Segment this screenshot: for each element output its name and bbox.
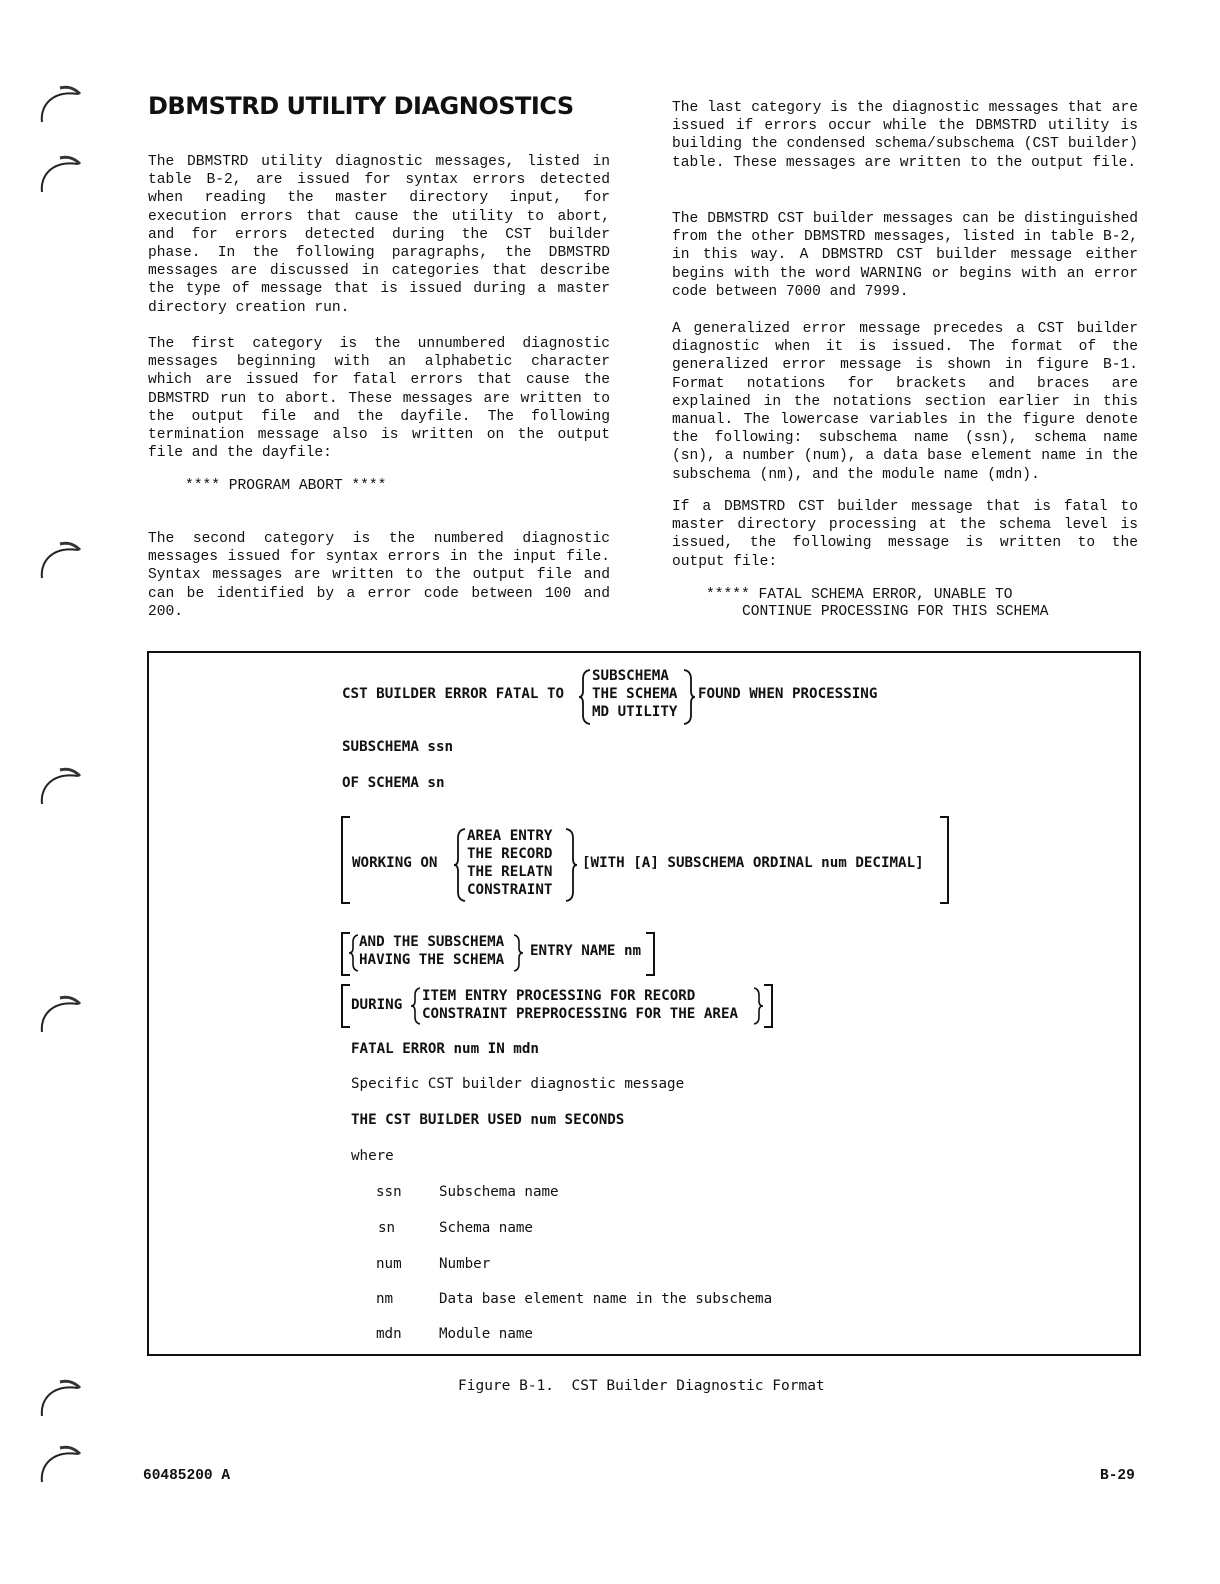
seconds-used-line: THE CST BUILDER USED num SECONDS — [351, 1112, 625, 1128]
definition-term: sn — [378, 1220, 396, 1236]
found-when-processing: FOUND WHEN PROCESSING — [698, 686, 878, 702]
document-number: 60485200 A — [143, 1468, 231, 1484]
program-abort-message: **** PROGRAM ABORT **** — [185, 478, 387, 494]
left-paragraph-3: The second category is the numbered diagnostic messages issued for syntax errors in the input file. Syntax messages are written to the output file and can be identified by a error code between 100 and 200. — [148, 531, 610, 620]
punch-hole-mark — [38, 764, 84, 810]
fatal-to-option-3: MD UTILITY — [592, 704, 678, 720]
during-option-2: CONSTRAINT PREPROCESSING FOR THE AREA — [422, 1006, 739, 1022]
left-brace — [410, 987, 422, 1025]
punch-hole-mark — [38, 538, 84, 584]
working-option-4: CONSTRAINT — [467, 882, 553, 898]
left-brace — [453, 828, 467, 902]
definition-term: mdn — [376, 1326, 402, 1342]
right-paragraph-3: A generalized error message precedes a CST builder diagnostic when it is issued. The format of the generalized error message is shown in figure B-1. Format notations for brackets and braces are explained in the notations section earlier in this manual. The lowercase variables in the figure denote the following: subschema name (ssn), schema name (sn), a number (num), a data base element name in the subschema (nm), and the module name (mdn). — [672, 321, 1138, 483]
definition-term: num — [376, 1256, 402, 1272]
left-paragraph-1: The DBMSTRD utility diagnostic messages, listed in table B-2, are issued for syntax errors detected when reading the master directory input, for execution errors that cause the utility to abort, and for errors detected during the CST builder phase. In the following paragraphs, the DBMSTRD messages are discussed in categories that describe the type of message that is issued during a master directory creation run. — [148, 154, 610, 316]
right-bracket — [644, 932, 656, 976]
working-on-label: WORKING ON — [352, 855, 438, 871]
entry-name-nm: ENTRY NAME nm — [530, 943, 642, 959]
punch-hole-mark — [38, 992, 84, 1038]
and-option-2: HAVING THE SCHEMA — [359, 952, 505, 968]
with-ordinal-clause: [WITH [A] SUBSCHEMA ORDINAL num DECIMAL] — [582, 855, 924, 871]
right-brace — [564, 828, 578, 902]
during-option-1: ITEM ENTRY PROCESSING FOR RECORD — [422, 988, 696, 1004]
and-option-1: AND THE SUBSCHEMA — [359, 934, 505, 950]
page-number: B-29 — [1100, 1468, 1135, 1484]
during-label: DURING — [351, 997, 403, 1013]
specific-diagnostic-line: Specific CST builder diagnostic message — [351, 1076, 685, 1092]
subschema-line: SUBSCHEMA ssn — [342, 739, 454, 755]
definition-term: ssn — [376, 1184, 402, 1200]
left-brace — [578, 669, 592, 725]
right-brace — [682, 669, 696, 725]
left-bracket — [340, 816, 352, 904]
where-label: where — [351, 1148, 394, 1164]
definition-term: nm — [376, 1291, 394, 1307]
working-option-2: THE RECORD — [467, 846, 553, 862]
definition-desc: Module name — [439, 1326, 533, 1342]
right-bracket — [762, 984, 774, 1028]
right-paragraph-2: The DBMSTRD CST builder messages can be distinguished from the other DBMSTRD messages, listed in table B-2, in this way. A DBMSTRD CST builder message either begins with the word WARNING or begins with an error code between 7000 and 7999. — [672, 211, 1138, 300]
fatal-schema-message-line-1: ***** FATAL SCHEMA ERROR, UNABLE TO — [706, 587, 1013, 603]
working-option-3: THE RELATN — [467, 864, 553, 880]
fatal-to-option-2: THE SCHEMA — [592, 686, 678, 702]
fatal-schema-message-line-2: CONTINUE PROCESSING FOR THIS SCHEMA — [742, 604, 1049, 620]
right-paragraph-1: The last category is the diagnostic messages that are issued if errors occur while the DBMSTRD utility is building the condensed schema/subschema (CST builder) table. These messages are written to the output file. — [672, 100, 1138, 171]
page-heading: DBMSTRD UTILITY DIAGNOSTICS — [148, 92, 574, 120]
right-bracket — [938, 816, 950, 904]
definition-desc: Schema name — [439, 1220, 533, 1236]
fatal-error-line: FATAL ERROR num IN mdn — [351, 1041, 539, 1057]
punch-hole-mark — [38, 1376, 84, 1422]
definition-desc: Number — [439, 1256, 491, 1272]
punch-hole-mark — [38, 82, 84, 128]
definition-desc: Subschema name — [439, 1184, 559, 1200]
working-option-1: AREA ENTRY — [467, 828, 553, 844]
punch-hole-mark — [38, 1442, 84, 1488]
left-paragraph-2: The first category is the unnumbered diagnostic messages beginning with an alphabetic character which are issued for fatal errors that cause the DBMSTRD run to abort. These messages are written to the output file and the dayfile. The following termination message also is written on the output file and the dayfile: — [148, 336, 610, 462]
schema-line: OF SCHEMA sn — [342, 775, 445, 791]
right-brace — [512, 934, 524, 972]
punch-hole-mark — [38, 152, 84, 198]
fatal-to-prefix: CST BUILDER ERROR FATAL TO — [342, 686, 565, 702]
right-paragraph-4: If a DBMSTRD CST builder message that is fatal to master directory processing at the schema level is issued, the following message is written to the output file: — [672, 499, 1138, 570]
definition-desc: Data base element name in the subschema — [439, 1291, 773, 1307]
fatal-to-option-1: SUBSCHEMA — [592, 668, 669, 684]
figure-caption: Figure B-1. CST Builder Diagnostic Format — [458, 1378, 825, 1394]
